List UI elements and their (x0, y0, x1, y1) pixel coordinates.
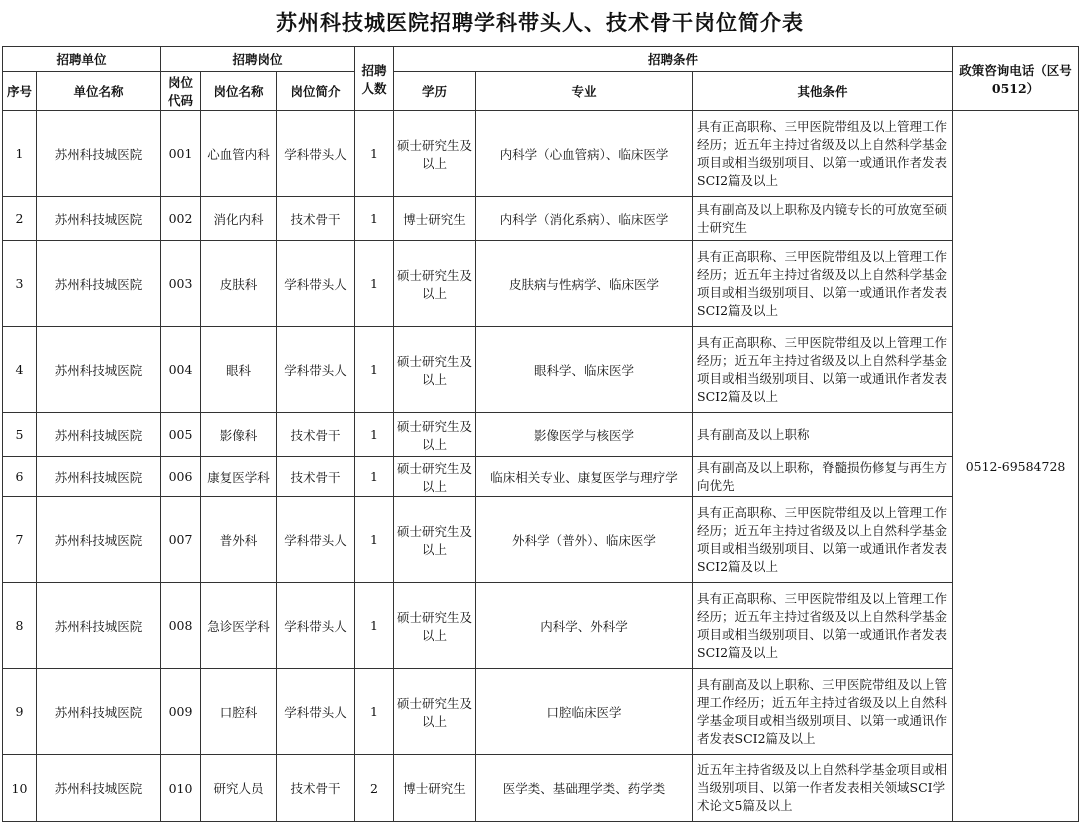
cell-other: 具有正高职称、三甲医院带组及以上管理工作经历；近五年主持过省级及以上自然科学基金项目或相当级别项目、以第一或通讯作者发表SCI2篇及以上 (693, 241, 953, 327)
cell-post-intro: 学科带头人 (277, 583, 355, 669)
cell-count: 1 (355, 457, 394, 497)
table-row (3, 111, 1079, 197)
cell-other: 具有正高职称、三甲医院带组及以上管理工作经历；近五年主持过省级及以上自然科学基金项目或相当级别项目、以第一或通讯作者发表SCI2篇及以上 (693, 111, 953, 197)
table-row (3, 241, 1079, 327)
cell-unit-name: 苏州科技城医院 (37, 197, 161, 241)
cell-post-name: 消化内科 (201, 197, 277, 241)
cell-count: 1 (355, 669, 394, 755)
cell-major: 外科学（普外）、临床医学 (476, 497, 693, 583)
header-edu: 学历 (394, 72, 476, 111)
cell-seq: 10 (3, 755, 37, 822)
cell-count: 2 (355, 755, 394, 822)
cell-count: 1 (355, 327, 394, 413)
cell-seq: 7 (3, 497, 37, 583)
cell-edu: 硕士研究生及以上 (394, 111, 476, 197)
cell-unit-name: 苏州科技城医院 (37, 497, 161, 583)
cell-other: 具有正高职称、三甲医院带组及以上管理工作经历；近五年主持过省级及以上自然科学基金项目或相当级别项目、以第一或通讯作者发表SCI2篇及以上 (693, 583, 953, 669)
cell-edu: 硕士研究生及以上 (394, 327, 476, 413)
cell-seq: 6 (3, 457, 37, 497)
page-title: 苏州科技城医院招聘学科带头人、技术骨干岗位简介表 (276, 10, 804, 35)
cell-major: 内科学（心血管病）、临床医学 (476, 111, 693, 197)
cell-seq: 5 (3, 413, 37, 457)
header-major: 专业 (476, 72, 693, 111)
table-row (3, 669, 1079, 755)
cell-count: 1 (355, 241, 394, 327)
cell-major: 眼科学、临床医学 (476, 327, 693, 413)
cell-post-name: 口腔科 (201, 669, 277, 755)
cell-seq: 8 (3, 583, 37, 669)
cell-edu: 硕士研究生及以上 (394, 457, 476, 497)
cell-other: 具有正高职称、三甲医院带组及以上管理工作经历；近五年主持过省级及以上自然科学基金项目或相当级别项目、以第一或通讯作者发表SCI2篇及以上 (693, 497, 953, 583)
header-unit-name: 单位名称 (37, 72, 161, 111)
header-count: 招聘人数 (355, 47, 394, 111)
cell-unit-name: 苏州科技城医院 (37, 669, 161, 755)
table-row (3, 497, 1079, 583)
cell-post-name: 康复医学科 (201, 457, 277, 497)
cell-count: 1 (355, 197, 394, 241)
cell-major: 内科学（消化系病）、临床医学 (476, 197, 693, 241)
cell-edu: 硕士研究生及以上 (394, 241, 476, 327)
cell-edu: 硕士研究生及以上 (394, 583, 476, 669)
table-row (3, 755, 1079, 822)
cell-unit-name: 苏州科技城医院 (37, 413, 161, 457)
cell-post-intro: 学科带头人 (277, 669, 355, 755)
cell-major: 临床相关专业、康复医学与理疗学 (476, 457, 693, 497)
cell-post-code: 004 (161, 327, 201, 413)
header-post-intro: 岗位简介 (277, 72, 355, 111)
header-other: 其他条件 (693, 72, 953, 111)
cell-seq: 3 (3, 241, 37, 327)
cell-post-code: 001 (161, 111, 201, 197)
cell-post-code: 009 (161, 669, 201, 755)
header-seq: 序号 (3, 72, 37, 111)
cell-post-name: 研究人员 (201, 755, 277, 822)
cell-post-code: 006 (161, 457, 201, 497)
positions-table (2, 46, 1079, 822)
cell-other: 具有正高职称、三甲医院带组及以上管理工作经历；近五年主持过省级及以上自然科学基金项目或相当级别项目、以第一或通讯作者发表SCI2篇及以上 (693, 327, 953, 413)
cell-other: 具有副高及以上职称、三甲医院带组及以上管理工作经历；近五年主持过省级及以上自然科学基金项目或相当级别项目、以第一或通讯作者发表SCI2篇及以上 (693, 669, 953, 755)
cell-other: 具有副高及以上职称 (693, 413, 953, 457)
header-post-group: 招聘岗位 (161, 47, 355, 72)
cell-unit-name: 苏州科技城医院 (37, 327, 161, 413)
cell-post-code: 002 (161, 197, 201, 241)
cell-seq: 4 (3, 327, 37, 413)
cell-count: 1 (355, 583, 394, 669)
cell-post-intro: 技术骨干 (277, 457, 355, 497)
cell-post-name: 皮肤科 (201, 241, 277, 327)
cell-post-code: 010 (161, 755, 201, 822)
cell-post-intro: 学科带头人 (277, 327, 355, 413)
cell-unit-name: 苏州科技城医院 (37, 583, 161, 669)
cell-other: 具有副高及以上职称，脊髓损伤修复与再生方向优先 (693, 457, 953, 497)
cell-major: 医学类、基础理学类、药学类 (476, 755, 693, 822)
cell-post-name: 普外科 (201, 497, 277, 583)
cell-post-name: 眼科 (201, 327, 277, 413)
cell-post-name: 急诊医学科 (201, 583, 277, 669)
header-unit-group: 招聘单位 (3, 47, 161, 72)
header-phone: 政策咨询电话（区号0512） (953, 47, 1079, 111)
cell-major: 影像医学与核医学 (476, 413, 693, 457)
cell-post-name: 心血管内科 (201, 111, 277, 197)
cell-unit-name: 苏州科技城医院 (37, 457, 161, 497)
table-row (3, 583, 1079, 669)
cell-phone: 0512-69584728 (953, 111, 1079, 822)
cell-edu: 硕士研究生及以上 (394, 669, 476, 755)
table-row (3, 327, 1079, 413)
cell-edu: 硕士研究生及以上 (394, 497, 476, 583)
table-row (3, 197, 1079, 241)
cell-edu: 硕士研究生及以上 (394, 413, 476, 457)
cell-edu: 博士研究生 (394, 197, 476, 241)
cell-post-intro: 学科带头人 (277, 241, 355, 327)
header-post-code: 岗位代码 (161, 72, 201, 111)
cell-post-intro: 技术骨干 (277, 413, 355, 457)
cell-count: 1 (355, 111, 394, 197)
cell-post-intro: 学科带头人 (277, 111, 355, 197)
header-cond-group: 招聘条件 (394, 47, 953, 72)
cell-major: 内科学、外科学 (476, 583, 693, 669)
cell-edu: 博士研究生 (394, 755, 476, 822)
header-post-name: 岗位名称 (201, 72, 277, 111)
cell-seq: 9 (3, 669, 37, 755)
cell-post-name: 影像科 (201, 413, 277, 457)
cell-other: 近五年主持省级及以上自然科学基金项目或相当级别项目、以第一作者发表相关领域SCI学术论文5篇及以上 (693, 755, 953, 822)
cell-count: 1 (355, 497, 394, 583)
cell-unit-name: 苏州科技城医院 (37, 241, 161, 327)
cell-post-code: 003 (161, 241, 201, 327)
cell-post-code: 008 (161, 583, 201, 669)
cell-post-code: 005 (161, 413, 201, 457)
cell-seq: 1 (3, 111, 37, 197)
cell-major: 皮肤病与性病学、临床医学 (476, 241, 693, 327)
cell-count: 1 (355, 413, 394, 457)
cell-post-code: 007 (161, 497, 201, 583)
cell-seq: 2 (3, 197, 37, 241)
cell-major: 口腔临床医学 (476, 669, 693, 755)
table-row (3, 413, 1079, 457)
cell-post-intro: 技术骨干 (277, 755, 355, 822)
cell-unit-name: 苏州科技城医院 (37, 755, 161, 822)
cell-post-intro: 技术骨干 (277, 197, 355, 241)
cell-unit-name: 苏州科技城医院 (37, 111, 161, 197)
table-row (3, 457, 1079, 497)
cell-other: 具有副高及以上职称及内镜专长的可放宽至硕士研究生 (693, 197, 953, 241)
cell-post-intro: 学科带头人 (277, 497, 355, 583)
